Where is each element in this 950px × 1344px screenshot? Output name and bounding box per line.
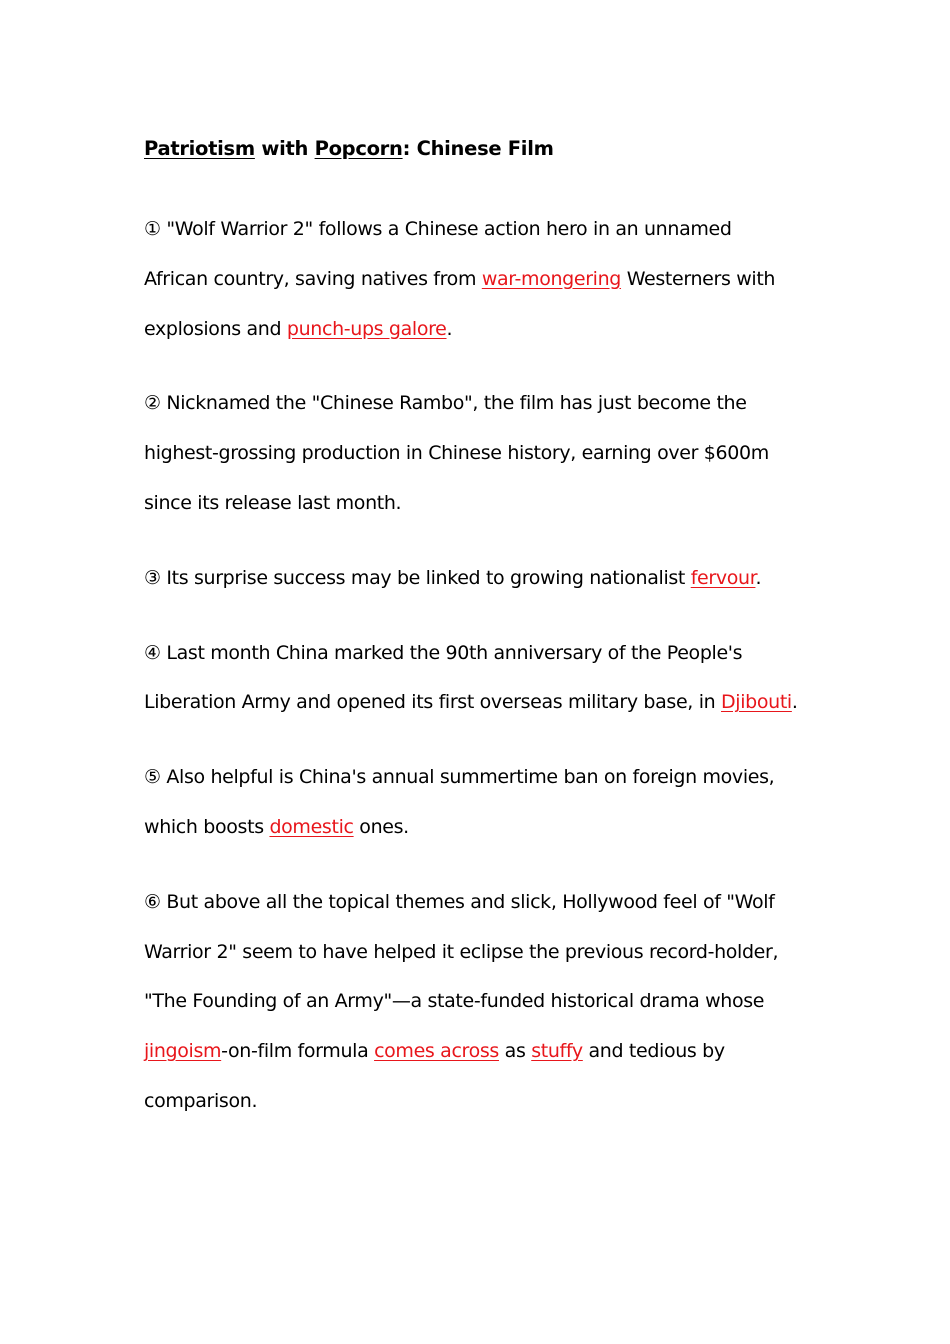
title-word-patriotism: Patriotism bbox=[144, 137, 255, 160]
text-run: . bbox=[755, 566, 762, 589]
paragraph-line bbox=[144, 205, 824, 255]
vocab-keyword-link[interactable]: stuffy bbox=[531, 1040, 583, 1063]
text-run: ③ Its surprise success may be linked to growing nationalist bbox=[144, 566, 691, 589]
vocab-keyword-link[interactable]: domestic bbox=[269, 815, 354, 838]
paragraph-line bbox=[144, 878, 824, 928]
text-run: ② Nicknamed the "Chinese Rambo", the film has just become the bbox=[144, 392, 747, 415]
vocab-keyword-link[interactable]: Djibouti bbox=[721, 691, 792, 714]
paragraph-list bbox=[144, 205, 824, 1127]
paragraph-3 bbox=[144, 554, 824, 604]
text-run: comparison. bbox=[144, 1089, 258, 1112]
text-run: African country, saving natives from bbox=[144, 267, 482, 290]
paragraph-line bbox=[144, 1077, 824, 1127]
paragraph-line bbox=[144, 305, 824, 355]
paragraph-line bbox=[144, 928, 824, 978]
text-run: Liberation Army and opened its first overseas military base, in bbox=[144, 691, 722, 714]
text-run: which boosts bbox=[144, 815, 270, 838]
paragraph-line bbox=[144, 379, 824, 429]
paragraph-line bbox=[144, 429, 824, 479]
vocab-keyword-link[interactable]: jingoism bbox=[144, 1040, 222, 1063]
text-run: . bbox=[446, 317, 453, 340]
paragraph-1 bbox=[144, 205, 824, 354]
text-run: -on-film formula bbox=[221, 1040, 375, 1063]
vocab-keyword-link[interactable]: comes across bbox=[374, 1040, 499, 1063]
text-run: since its release last month. bbox=[144, 491, 402, 514]
text-run: explosions and bbox=[144, 317, 287, 340]
paragraph-5 bbox=[144, 753, 824, 853]
text-run: highest-grossing production in Chinese history, earning over $600m bbox=[144, 442, 769, 465]
title-word-popcorn: Popcorn bbox=[314, 137, 403, 160]
vocab-keyword-link[interactable]: fervour bbox=[690, 566, 756, 589]
text-run: ① "Wolf Warrior 2" follows a Chinese action hero in an unnamed bbox=[144, 218, 732, 240]
paragraph-4 bbox=[144, 629, 824, 729]
paragraph-line bbox=[144, 554, 824, 604]
paragraph-line bbox=[144, 678, 824, 728]
text-run: ④ Last month China marked the 90th anniversary of the People's bbox=[144, 641, 743, 664]
paragraph-2 bbox=[144, 379, 824, 528]
text-run: Westerners with bbox=[621, 267, 776, 290]
paragraph-line bbox=[144, 753, 824, 803]
vocab-keyword-link[interactable]: punch-ups galore bbox=[286, 317, 447, 340]
title-separator: with bbox=[254, 137, 315, 160]
paragraph-line bbox=[144, 629, 824, 679]
text-run: ⑤ Also helpful is China's annual summertime ban on foreign movies, bbox=[144, 766, 775, 789]
paragraph-line bbox=[144, 255, 824, 305]
text-run: "The Founding of an Army"—a state-funded historical drama whose bbox=[144, 990, 765, 1013]
text-run: Warrior 2" seem to have helped it eclipse the previous record-holder, bbox=[144, 940, 779, 963]
paragraph-6 bbox=[144, 878, 824, 1127]
text-run: ⑥ But above all the topical themes and slick, Hollywood feel of "Wolf bbox=[144, 890, 775, 913]
vocab-keyword-link[interactable]: war-mongering bbox=[481, 267, 622, 290]
paragraph-line bbox=[144, 803, 824, 853]
paragraph-line bbox=[144, 1027, 824, 1077]
text-run: and tedious by bbox=[582, 1040, 725, 1063]
title-rest: : Chinese Film bbox=[402, 137, 554, 160]
text-run: ones. bbox=[353, 815, 409, 838]
text-run: as bbox=[498, 1040, 532, 1063]
paragraph-line bbox=[144, 479, 824, 529]
text-run: . bbox=[791, 691, 798, 714]
paragraph-line bbox=[144, 977, 824, 1027]
document-title bbox=[144, 130, 824, 168]
document-page bbox=[144, 130, 824, 1152]
